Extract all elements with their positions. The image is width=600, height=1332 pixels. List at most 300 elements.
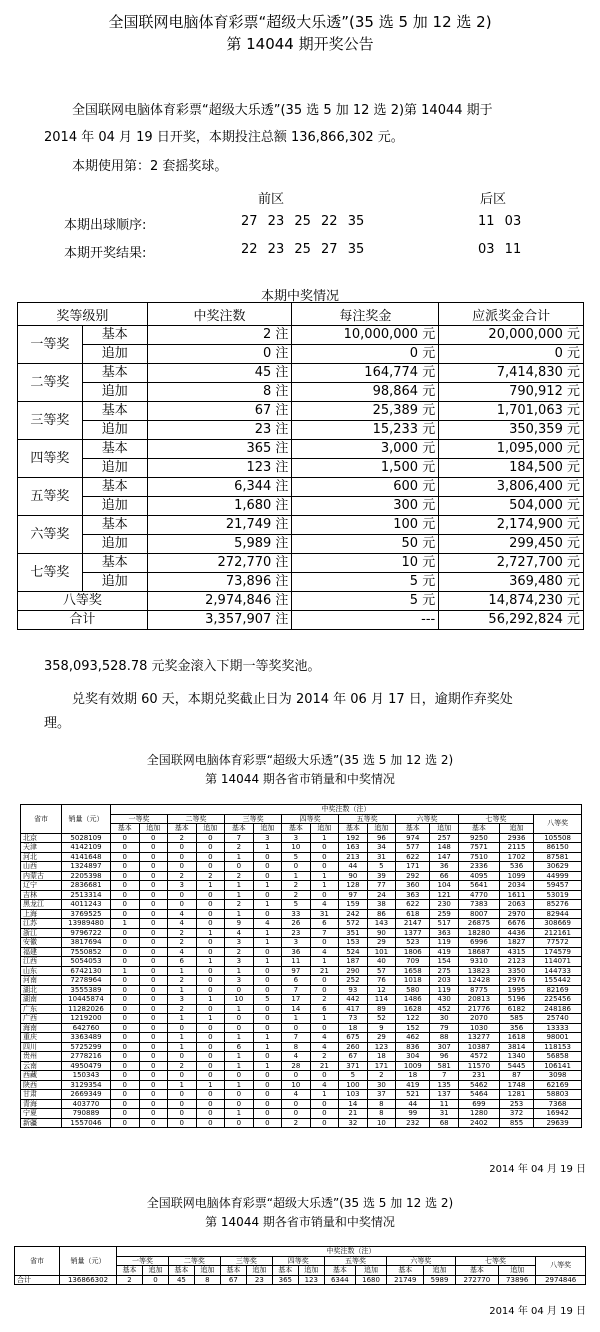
province-cell: 0	[111, 976, 140, 986]
province-cell: 18	[367, 1052, 396, 1062]
province-cell: 1	[282, 871, 311, 881]
province-cell: 0	[111, 938, 140, 948]
prize-amount: 3,000 元	[292, 440, 439, 459]
level-header: 三等奖	[220, 1256, 272, 1266]
summary-cell: 1680	[355, 1275, 386, 1285]
province-cell: 0	[111, 1099, 140, 1109]
province-cell: 232	[396, 1118, 430, 1128]
summary-cell: 21749	[387, 1275, 424, 1285]
province-cell: 0	[139, 995, 168, 1005]
province-row	[21, 881, 582, 891]
province-cell: 104	[430, 881, 459, 891]
province-cell: 24	[367, 890, 396, 900]
province-cell: 4	[310, 1080, 339, 1090]
province-cell: 4011243	[62, 900, 111, 910]
province-cell: 0	[196, 1109, 225, 1119]
prize-level: 八等奖	[18, 592, 148, 611]
prize-total: 14,874,230 元	[439, 592, 584, 611]
province-cell: 572	[339, 919, 368, 929]
level-header: 五等奖	[324, 1256, 386, 1266]
province-row	[21, 1014, 582, 1024]
province-cell: 0	[196, 966, 225, 976]
province-cell: 0	[310, 862, 339, 872]
province-cell: 0	[225, 1118, 254, 1128]
province-cell: 3	[282, 833, 311, 843]
province-cell: 0	[196, 985, 225, 995]
province-cell: 213	[339, 852, 368, 862]
province-cell: 2336	[458, 862, 499, 872]
province-cell: 0	[253, 976, 282, 986]
province-name: 湖北	[21, 985, 62, 995]
province-cell: 2	[225, 900, 254, 910]
province-cell: 1	[310, 871, 339, 881]
province-cell: 87	[499, 1071, 533, 1081]
province-cell: 351	[339, 928, 368, 938]
province-cell: 4	[310, 900, 339, 910]
province-cell: 11282026	[62, 1004, 111, 1014]
province-cell: 1	[225, 1033, 254, 1043]
province-cell: 0	[139, 1061, 168, 1071]
prize-total: 369,480 元	[439, 573, 584, 592]
province-cell: 0	[139, 1033, 168, 1043]
province-cell: 152	[396, 1023, 430, 1033]
province-cell: 5	[339, 1071, 368, 1081]
province-cell: 82944	[534, 909, 582, 919]
level-header: 一等奖	[117, 1256, 169, 1266]
province-cell: 2970	[499, 909, 533, 919]
province-cell: 39	[367, 871, 396, 881]
province-cell: 0	[111, 1052, 140, 1062]
prize-amount: 15,233 元	[292, 421, 439, 440]
province-cell: 1	[225, 1052, 254, 1062]
jackpot-pool-note: 358,093,528.78 元奖金滚入下期一等奖奖池。	[44, 659, 321, 674]
province-cell: 76	[367, 976, 396, 986]
province-row	[21, 938, 582, 948]
province-cell: 292	[396, 871, 430, 881]
prize-level: 二等奖	[18, 364, 83, 402]
province-table	[20, 804, 582, 1128]
prize-amount: 1,500 元	[292, 459, 439, 478]
province-cell: 0	[139, 938, 168, 948]
province-cell: 105508	[534, 833, 582, 843]
level-header: 六等奖	[387, 1256, 456, 1266]
province-cell: 1	[168, 1080, 197, 1090]
prize-amount: 100 元	[292, 516, 439, 535]
province-cell: 67	[339, 1052, 368, 1062]
prize-sub: 基本	[82, 516, 147, 535]
province-cell: 13333	[534, 1023, 582, 1033]
prize-row	[18, 345, 584, 364]
province-row	[21, 1118, 582, 1128]
province-cell: 98001	[534, 1033, 582, 1043]
province-cell: 11570	[458, 1061, 499, 1071]
province-cell: 462	[396, 1033, 430, 1043]
prize-count: 3,357,907 注	[147, 611, 292, 630]
prize-sub: 追加	[82, 421, 147, 440]
province-name: 重庆	[21, 1033, 62, 1043]
prov-header-province: 省市	[21, 805, 62, 834]
province-cell: 0	[196, 909, 225, 919]
sum-header-group: 中奖注数（注）	[117, 1247, 586, 1257]
summary-date: 2014 年 04 月 19 日	[489, 1306, 586, 1317]
province-cell: 26	[282, 919, 311, 929]
province-cell: 85276	[534, 900, 582, 910]
prize-level: 一等奖	[18, 326, 83, 364]
province-cell: 143	[367, 919, 396, 929]
province-cell: 0	[139, 947, 168, 957]
province-cell: 3	[225, 976, 254, 986]
province-cell: 1	[168, 1042, 197, 1052]
province-cell: 1030	[458, 1023, 499, 1033]
eighth-header: 八等奖	[536, 1256, 586, 1275]
province-cell: 8775	[458, 985, 499, 995]
province-cell: 29	[367, 1033, 396, 1043]
province-row	[21, 919, 582, 929]
province-cell: 21	[310, 1061, 339, 1071]
province-cell: 0	[282, 1109, 311, 1119]
province-name: 内蒙古	[21, 871, 62, 881]
prize-count: 45 注	[147, 364, 292, 383]
province-name: 天津	[21, 843, 62, 853]
basic-header: 基本	[324, 1266, 355, 1276]
prize-eighth-row	[18, 592, 584, 611]
prize-count: 123 注	[147, 459, 292, 478]
province-cell: 147	[430, 852, 459, 862]
province-cell: 536	[499, 862, 533, 872]
province-cell: 155442	[534, 976, 582, 986]
level-header: 一等奖	[111, 814, 168, 824]
province-row	[21, 985, 582, 995]
prize-amount: 5 元	[292, 573, 439, 592]
province-cell: 77572	[534, 938, 582, 948]
basic-header: 基本	[339, 824, 368, 834]
province-cell: 56858	[534, 1052, 582, 1062]
province-cell: 2	[310, 1052, 339, 1062]
province-cell: 360	[396, 881, 430, 891]
province-cell: 0	[310, 1023, 339, 1033]
province-cell: 6	[310, 1004, 339, 1014]
province-cell: 0	[111, 833, 140, 843]
summary-cell: 6344	[324, 1275, 355, 1285]
province-cell: 3	[282, 938, 311, 948]
extra-header: 追加	[298, 1266, 324, 1276]
province-cell: 0	[196, 900, 225, 910]
province-cell: 1557046	[62, 1118, 111, 1128]
province-cell: 57	[367, 966, 396, 976]
province-cell: 1748	[499, 1080, 533, 1090]
prize-amount: 98,864 元	[292, 383, 439, 402]
prize-row	[18, 478, 584, 497]
announcement-subtitle: 第 14044 期开奖公告	[226, 35, 374, 53]
province-cell: 144733	[534, 966, 582, 976]
province-cell: 0	[196, 1042, 225, 1052]
province-row	[21, 852, 582, 862]
province-cell: 154	[430, 957, 459, 967]
province-cell: 7510	[458, 852, 499, 862]
province-cell: 96	[367, 833, 396, 843]
province-cell: 581	[430, 1061, 459, 1071]
province-cell: 1618	[499, 1033, 533, 1043]
province-cell: 1	[310, 957, 339, 967]
province-cell: 577	[396, 843, 430, 853]
province-cell: 3	[168, 995, 197, 1005]
sum-header-sales: 销量（元）	[60, 1247, 117, 1276]
province-cell: 517	[430, 919, 459, 929]
province-cell: 114	[367, 995, 396, 1005]
province-cell: 0	[111, 1071, 140, 1081]
province-cell: 34	[367, 843, 396, 853]
province-cell: 90	[339, 871, 368, 881]
province-cell: 0	[310, 1071, 339, 1081]
province-row	[21, 1090, 582, 1100]
province-cell: 7571	[458, 843, 499, 853]
province-cell: 0	[282, 1023, 311, 1033]
province-cell: 114071	[534, 957, 582, 967]
province-cell: 13989480	[62, 919, 111, 929]
prize-table-body	[18, 326, 584, 630]
province-cell: 2	[168, 1004, 197, 1014]
province-cell: 106141	[534, 1061, 582, 1071]
province-cell: 0	[111, 1109, 140, 1119]
province-cell: 99	[396, 1109, 430, 1119]
province-cell: 9250	[458, 833, 499, 843]
province-cell: 6	[225, 1042, 254, 1052]
province-cell: 0	[139, 1099, 168, 1109]
prize-sum-row	[18, 611, 584, 630]
level-header: 三等奖	[225, 814, 282, 824]
province-name: 安徽	[21, 938, 62, 948]
province-cell: 77	[367, 881, 396, 891]
draw-order-label: 本期出球顺序:	[64, 218, 147, 233]
province-date: 2014 年 04 月 19 日	[489, 1164, 586, 1175]
province-cell: 0	[253, 985, 282, 995]
summary-label: 合计	[15, 1275, 60, 1285]
prize-total: 504,000 元	[439, 497, 584, 516]
province-cell: 10387	[458, 1042, 499, 1052]
province-cell: 118153	[534, 1042, 582, 1052]
province-cell: 0	[196, 947, 225, 957]
province-cell: 1	[310, 1090, 339, 1100]
province-cell: 23	[282, 928, 311, 938]
province-name: 广西	[21, 1014, 62, 1024]
extra-header: 追加	[196, 824, 225, 834]
province-row	[21, 957, 582, 967]
summary-row	[15, 1275, 586, 1285]
province-cell: 187	[339, 957, 368, 967]
province-cell: 2	[168, 976, 197, 986]
summary-cell: 272770	[455, 1275, 498, 1285]
province-cell: 0	[139, 928, 168, 938]
prize-row	[18, 326, 584, 345]
province-cell: 0	[168, 1090, 197, 1100]
province-cell: 10	[282, 843, 311, 853]
province-cell: 836	[396, 1042, 430, 1052]
province-cell: 1	[196, 881, 225, 891]
province-cell: 171	[396, 862, 430, 872]
sum-header-province: 省市	[15, 1247, 60, 1276]
province-cell: 1	[111, 966, 140, 976]
province-cell: 12428	[458, 976, 499, 986]
prize-sub: 追加	[82, 459, 147, 478]
province-cell: 89	[367, 1004, 396, 1014]
province-cell: 31	[430, 1109, 459, 1119]
province-cell: 1611	[499, 890, 533, 900]
province-cell: 290	[339, 966, 368, 976]
province-cell: 12	[367, 985, 396, 995]
province-cell: 442	[339, 995, 368, 1005]
province-name: 贵州	[21, 1052, 62, 1062]
province-cell: 0	[196, 976, 225, 986]
province-cell: 0	[196, 1004, 225, 1014]
province-cell: 1	[253, 928, 282, 938]
province-cell: 2	[310, 995, 339, 1005]
province-cell: 73	[339, 1014, 368, 1024]
prize-amount: ---	[292, 611, 439, 630]
province-cell: 0	[225, 1099, 254, 1109]
province-cell: 14	[339, 1099, 368, 1109]
province-name: 云南	[21, 1061, 62, 1071]
province-cell: 0	[196, 1071, 225, 1081]
province-cell: 0	[310, 890, 339, 900]
province-cell: 2	[168, 871, 197, 881]
province-cell: 0	[253, 1071, 282, 1081]
level-header: 七等奖	[455, 1256, 536, 1266]
province-cell: 44	[339, 862, 368, 872]
province-cell: 28	[282, 1061, 311, 1071]
province-cell: 356	[499, 1023, 533, 1033]
province-cell: 0	[111, 1014, 140, 1024]
province-cell: 87581	[534, 852, 582, 862]
extra-header: 追加	[194, 1266, 220, 1276]
province-cell: 0	[111, 871, 140, 881]
prize-sub: 基本	[82, 554, 147, 573]
province-cell: 4	[168, 909, 197, 919]
basic-header: 基本	[282, 824, 311, 834]
province-cell: 230	[430, 900, 459, 910]
province-cell: 1	[111, 919, 140, 929]
province-cell: 790889	[62, 1109, 111, 1119]
province-cell: 0	[196, 843, 225, 853]
province-cell: 0	[253, 890, 282, 900]
province-cell: 2936	[499, 833, 533, 843]
prize-row	[18, 554, 584, 573]
province-cell: 68	[430, 1118, 459, 1128]
province-cell: 3	[168, 881, 197, 891]
province-cell: 699	[458, 1099, 499, 1109]
province-cell: 5054053	[62, 957, 111, 967]
province-cell: 0	[111, 1033, 140, 1043]
province-cell: 1	[225, 1004, 254, 1014]
province-cell: 8	[367, 1109, 396, 1119]
province-row	[21, 1071, 582, 1081]
prize-header-amount: 每注奖金	[292, 303, 439, 326]
province-cell: 0	[139, 1042, 168, 1052]
province-cell: 1	[253, 1042, 282, 1052]
province-cell: 304	[396, 1052, 430, 1062]
province-cell: 2123	[499, 957, 533, 967]
claim-note-line-2: 理。	[44, 716, 71, 731]
ball-set-note: 本期使用第：2 套摇奖球。	[72, 159, 228, 174]
province-cell: 1	[196, 957, 225, 967]
prize-total: 2,174,900 元	[439, 516, 584, 535]
province-cell: 580	[396, 985, 430, 995]
province-cell: 259	[430, 909, 459, 919]
province-cell: 0	[139, 1023, 168, 1033]
prize-total: 184,500 元	[439, 459, 584, 478]
province-cell: 4095	[458, 871, 499, 881]
province-cell: 9310	[458, 957, 499, 967]
province-cell: 6182	[499, 1004, 533, 1014]
province-cell: 2669349	[62, 1090, 111, 1100]
province-title: 全国联网电脑体育彩票“超级大乐透”(35 选 5 加 12 选 2)	[146, 753, 454, 767]
province-cell: 1	[168, 1033, 197, 1043]
province-table-body	[21, 833, 582, 1128]
province-cell: 4950479	[62, 1061, 111, 1071]
prize-sub: 追加	[82, 383, 147, 402]
province-cell: 86	[367, 909, 396, 919]
province-cell: 1486	[396, 995, 430, 1005]
province-row	[21, 1080, 582, 1090]
basic-header: 基本	[387, 1266, 424, 1276]
province-cell: 4315	[499, 947, 533, 957]
summary-table-body	[15, 1275, 586, 1285]
province-subtitle: 第 14044 期各省市销量和中奖情况	[205, 772, 395, 786]
province-name: 浙江	[21, 928, 62, 938]
province-cell: 0	[111, 881, 140, 891]
province-row	[21, 947, 582, 957]
province-cell: 18	[339, 1023, 368, 1033]
province-cell: 1	[196, 928, 225, 938]
province-cell: 0	[196, 1090, 225, 1100]
prize-total: 1,095,000 元	[439, 440, 584, 459]
province-cell: 0	[253, 1080, 282, 1090]
province-cell: 371	[339, 1061, 368, 1071]
province-name: 吉林	[21, 890, 62, 900]
province-cell: 0	[139, 1071, 168, 1081]
prize-sub: 追加	[82, 345, 147, 364]
province-cell: 363	[396, 890, 430, 900]
province-name: 河北	[21, 852, 62, 862]
province-cell: 0	[111, 995, 140, 1005]
province-cell: 0	[111, 890, 140, 900]
province-cell: 0	[139, 833, 168, 843]
province-cell: 7550852	[62, 947, 111, 957]
province-cell: 0	[225, 985, 254, 995]
prize-sub: 基本	[82, 440, 147, 459]
summary-cell: 67	[220, 1275, 246, 1285]
province-cell: 6742130	[62, 966, 111, 976]
province-cell: 8	[367, 1099, 396, 1109]
province-cell: 430	[430, 995, 459, 1005]
province-cell: 14	[282, 1004, 311, 1014]
province-cell: 79	[430, 1023, 459, 1033]
province-cell: 7	[282, 985, 311, 995]
province-cell: 1827	[499, 938, 533, 948]
province-cell: 2	[196, 871, 225, 881]
summary-cell: 5989	[424, 1275, 455, 1285]
prize-count: 365 注	[147, 440, 292, 459]
province-row	[21, 1033, 582, 1043]
province-cell: 4	[310, 1042, 339, 1052]
province-cell: 419	[430, 947, 459, 957]
province-cell: 7	[430, 1071, 459, 1081]
province-cell: 3	[253, 833, 282, 843]
province-cell: 275	[430, 966, 459, 976]
prize-level: 合计	[18, 611, 148, 630]
province-cell: 7383	[458, 900, 499, 910]
province-cell: 2513314	[62, 890, 111, 900]
prize-total: 0 元	[439, 345, 584, 364]
